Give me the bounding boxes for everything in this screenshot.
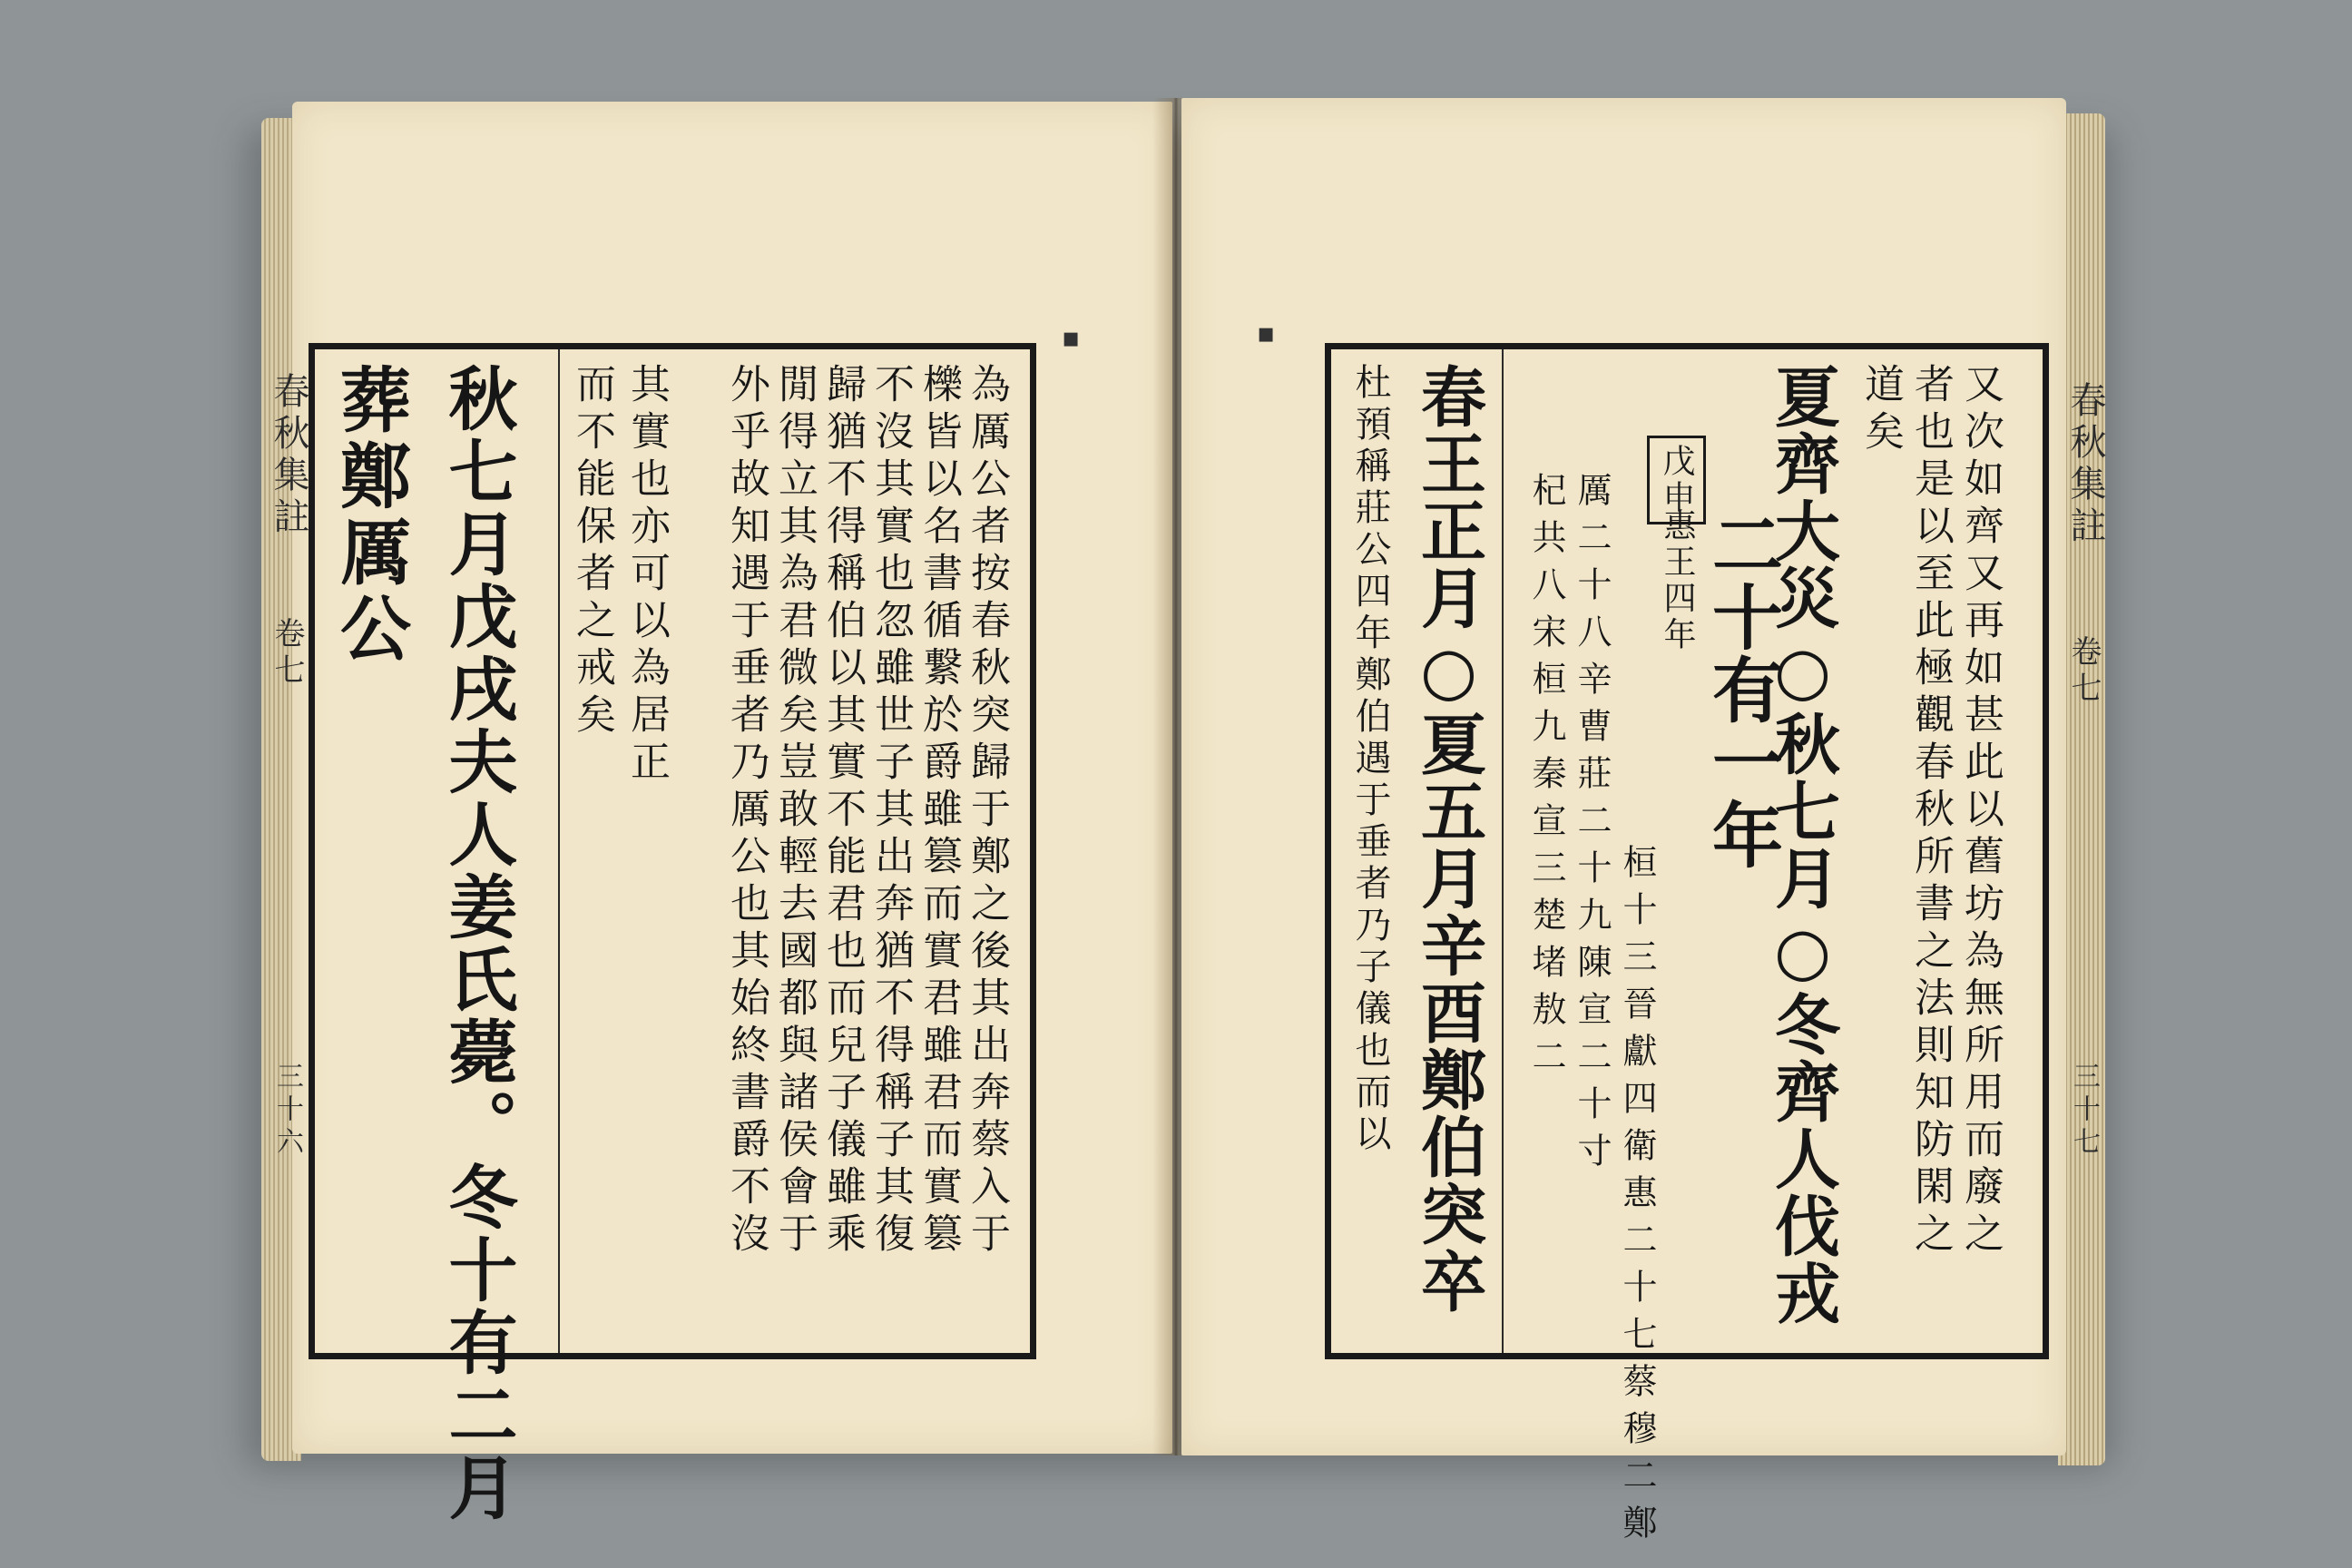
ink-mark-left: ▪︎ xyxy=(1062,322,1081,354)
right-heading-spring: 春王正月○夏五月辛酉鄭伯突卒 xyxy=(1410,363,1487,1315)
left-margin-volume: 卷七 xyxy=(269,617,305,690)
year-badge-branch: 申 xyxy=(1658,480,1695,516)
left-commentary-col-3: 不沒其實也忽雖世子其出奔猶不得稱子其復 xyxy=(867,363,914,1259)
left-heading-main: 秋七月戊戌夫人姜氏薨。冬十有二月 xyxy=(437,363,518,1524)
right-continuation-col-1: 又次如齊又再如甚此以舊坊為無所用而廢之 xyxy=(1957,363,2004,1259)
right-heading-summer: 夏齊大災○秋七月○冬齊人伐戎 xyxy=(1764,363,1841,1327)
left-inner-rule xyxy=(558,349,560,1353)
reign-row-2: 杞共八宋桓九秦宣三楚堵敖二 xyxy=(1526,472,1566,1085)
state-row: 桓十三晉獻四衛惠二十七蔡穆二鄭 xyxy=(1617,844,1657,1552)
right-continuation-col-3: 道矣 xyxy=(1857,363,1904,457)
ink-mark-right: ▪︎ xyxy=(1257,318,1276,349)
right-continuation-col-2: 者也是以至此極觀春秋所書之法則知防閑之 xyxy=(1907,363,1954,1259)
left-commentary-col-5: 閒得立其為君微矣豈敢輕去國都與諸侯會于 xyxy=(771,363,818,1259)
reign-row-1: 厲二十八辛曹莊二十九陳宣二十寸 xyxy=(1572,472,1612,1180)
left-margin-title: 春秋集註 xyxy=(268,372,309,539)
left-commentary-col-4: 歸猶不得稱伯以其實不能君也而兒子儀雖乘 xyxy=(819,363,866,1259)
right-margin-volume: 卷七 xyxy=(2065,635,2102,708)
year-reign: 惠王四年 xyxy=(1659,508,1696,653)
year-badge-stem: 戊 xyxy=(1658,444,1695,480)
right-margin-leaf: 三十七 xyxy=(2068,1062,2100,1160)
right-inner-rule xyxy=(1502,349,1504,1353)
left-margin-leaf: 三十六 xyxy=(271,1062,303,1160)
right-heading-year: 二十有一年 xyxy=(1700,508,1783,871)
right-commentary-col-1: 杜預稱莊公四年鄭伯遇于垂者乃子儀也而以 xyxy=(1349,363,1391,1156)
left-commentary-col-7: 其實也亦可以為居正 xyxy=(623,363,670,788)
left-heading-burial: 葬鄭厲公 xyxy=(328,363,411,668)
right-margin-title: 春秋集註 xyxy=(2064,381,2106,548)
left-commentary-col-8: 而不能保者之戒矣 xyxy=(569,363,615,740)
left-commentary-col-6: 外乎故知遇于垂者乃厲公也其始終書爵不沒 xyxy=(723,363,769,1259)
left-commentary-col-1: 為厲公者按春秋突歸于鄭之後其出奔蔡入于 xyxy=(964,363,1010,1259)
left-commentary-col-2: 櫟皆以名書循繋於爵雖篡而實君雖君而實篡 xyxy=(916,363,962,1259)
